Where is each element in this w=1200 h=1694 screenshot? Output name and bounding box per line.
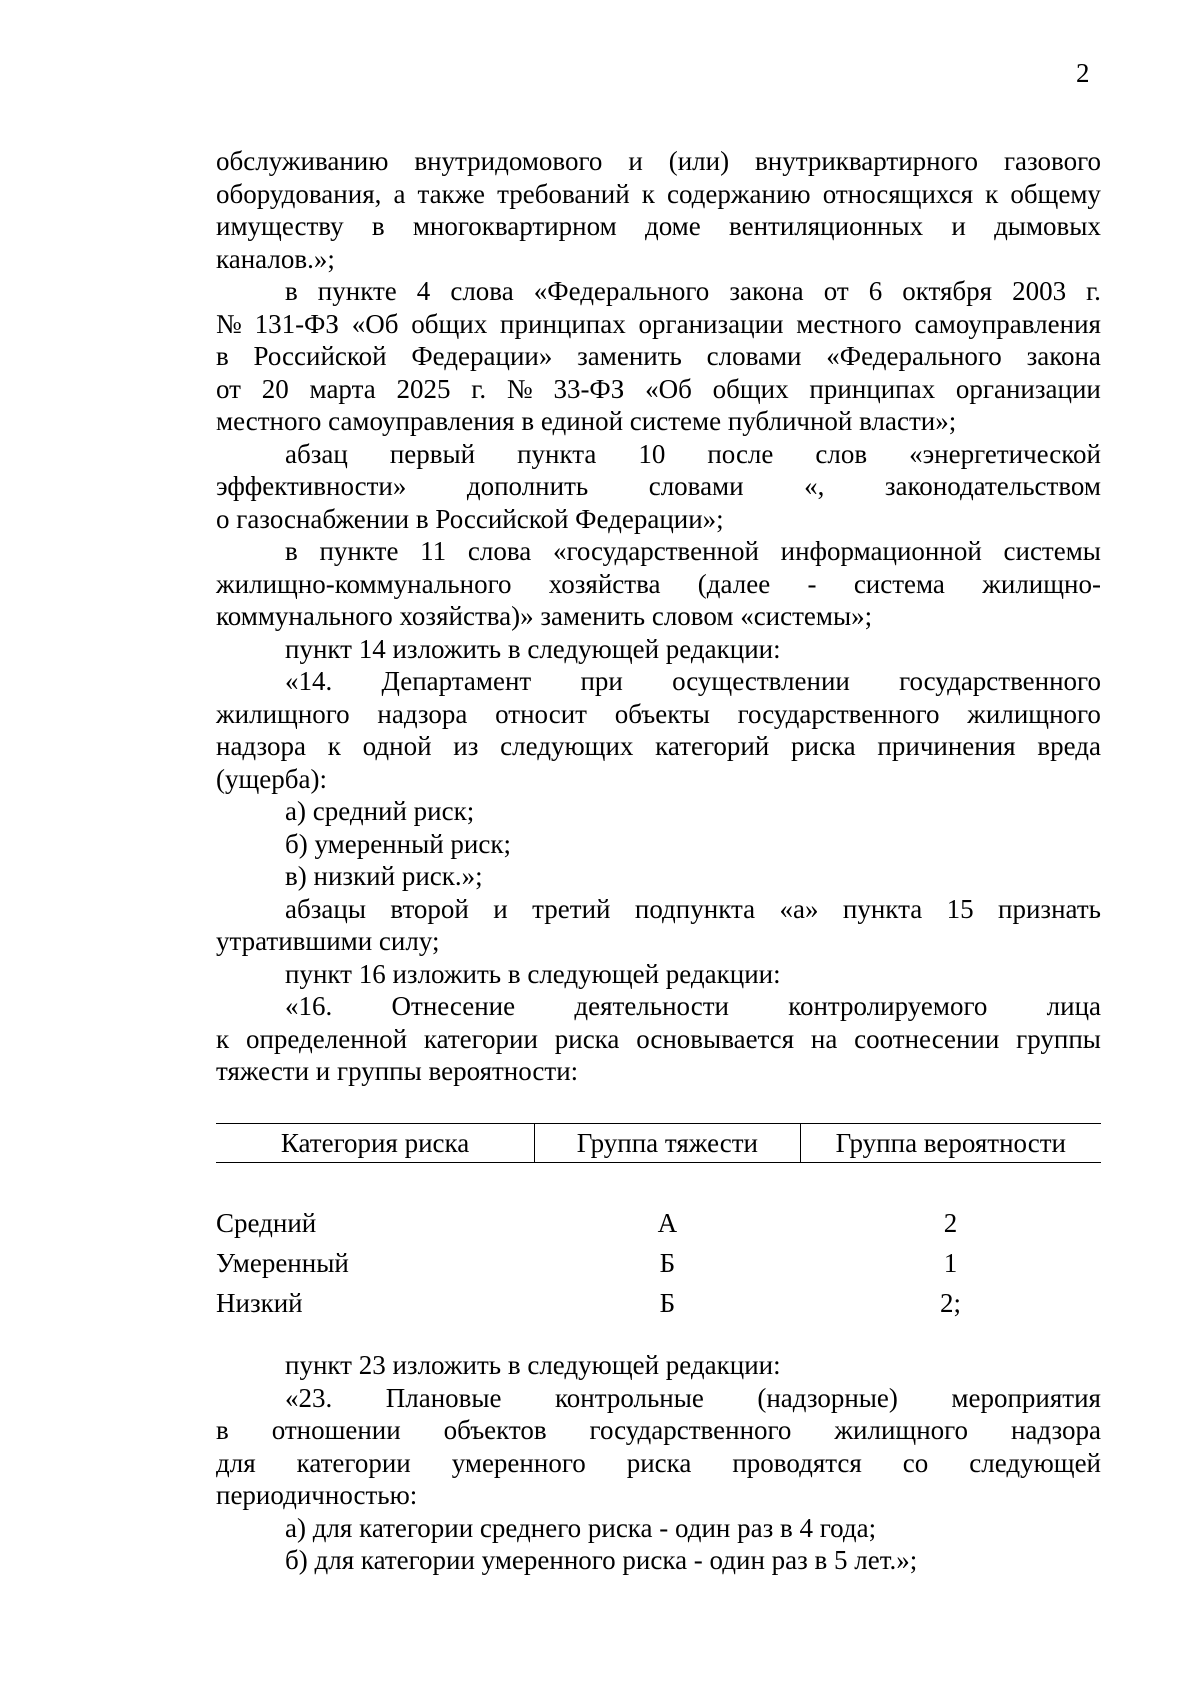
text-line: б) умеренный риск;: [285, 828, 511, 859]
text-line: а) для категории среднего риска - один раз в 4 года;: [285, 1512, 877, 1543]
table-header-probability: Группа вероятности: [800, 1124, 1101, 1163]
text-line: местного самоуправления в единой системе публичной власти»;: [216, 406, 957, 436]
table-row: [216, 1243, 1101, 1283]
text-line: «16. Отнесение деятельности контролируемого лица: [285, 991, 1101, 1021]
text-line: в) низкий риск.»;: [285, 861, 483, 891]
table-cell-severity: Б: [659, 1247, 676, 1278]
page-number: 2: [1076, 58, 1090, 88]
text-line: эффективности» дополнить словами «, законодательством: [216, 471, 1101, 501]
table-cell-probability: 2: [943, 1207, 958, 1238]
text-line: обслуживанию внутридомового и (или) внутриквартирного газового: [216, 146, 1101, 176]
text-line: (ущерба):: [216, 763, 327, 794]
table-cell-probability: 2;: [940, 1287, 962, 1318]
text-line: каналов.»;: [216, 243, 335, 274]
table-header-category: Категория риска: [216, 1124, 535, 1163]
text-line: в пункте 11 слова «государственной информационной системы: [285, 536, 1101, 566]
text-line: жилищного надзора относит объекты государственного жилищного: [216, 698, 1101, 729]
text-line: имуществу в многоквартирном доме вентиляционных и дымовых: [216, 211, 1101, 241]
document-body-bottom: [216, 1349, 1101, 1577]
table-row: [216, 1203, 1101, 1243]
text-line: а) средний риск;: [285, 796, 475, 826]
table-cell-severity: Б: [659, 1287, 676, 1318]
text-line: в пункте 4 слова «Федерального закона от 6 октября 2003 г.: [285, 276, 1101, 306]
table-cell-category: Низкий: [216, 1287, 303, 1318]
text-line: б) для категории умеренного риска - один раз в 5 лет.»;: [285, 1545, 918, 1575]
table-header-severity: Группа тяжести: [535, 1124, 801, 1163]
text-line: «14. Департамент при осуществлении государственного: [285, 666, 1101, 696]
text-line: абзац первый пункта 10 после слов «энергетической: [285, 438, 1101, 469]
text-line: «23. Плановые контрольные (надзорные) мероприятия: [285, 1382, 1101, 1413]
text-line: периодичностью:: [216, 1480, 418, 1510]
text-line: оборудования, а также требований к содержанию относящихся к общему: [216, 178, 1101, 209]
document-body-top: [216, 145, 1101, 1088]
text-line: пункт 14 изложить в следующей редакции:: [285, 633, 781, 664]
text-line: для категории умеренного риска проводятся со следующей: [216, 1447, 1101, 1478]
text-line: № 131-ФЗ «Об общих принципах организации местного самоуправления: [216, 308, 1101, 339]
table-cell-category: Средний: [216, 1207, 317, 1238]
text-line: в отношении объектов государственного жилищного надзора: [216, 1415, 1101, 1445]
text-line: в Российской Федерации» заменить словами «Федерального закона: [216, 341, 1101, 371]
text-line: надзора к одной из следующих категорий риска причинения вреда: [216, 731, 1101, 761]
risk-category-table: [216, 1123, 1101, 1323]
table-cell-probability: 1: [943, 1247, 958, 1278]
text-line: тяжести и группы вероятности:: [216, 1056, 579, 1086]
table-cell-category: Умеренный: [216, 1247, 349, 1278]
text-line: коммунального хозяйства)» заменить словом «системы»;: [216, 601, 873, 631]
text-line: к определенной категории риска основывается на соотнесении группы: [216, 1023, 1101, 1054]
table-header-row: [216, 1124, 1101, 1163]
table-cell-severity: А: [657, 1207, 678, 1238]
text-line: о газоснабжении в Российской Федерации»;: [216, 503, 724, 534]
text-line: жилищно-коммунального хозяйства (далее - система жилищно-: [216, 568, 1101, 599]
text-line: абзацы второй и третий подпункта «а» пункта 15 признать: [285, 893, 1101, 924]
text-line: пункт 23 изложить в следующей редакции:: [285, 1350, 781, 1380]
text-line: от 20 марта 2025 г. № 33-ФЗ «Об общих принципах организации: [216, 373, 1101, 404]
table-row: [216, 1283, 1101, 1323]
text-line: утратившими силу;: [216, 926, 440, 956]
text-line: пункт 16 изложить в следующей редакции:: [285, 958, 781, 989]
